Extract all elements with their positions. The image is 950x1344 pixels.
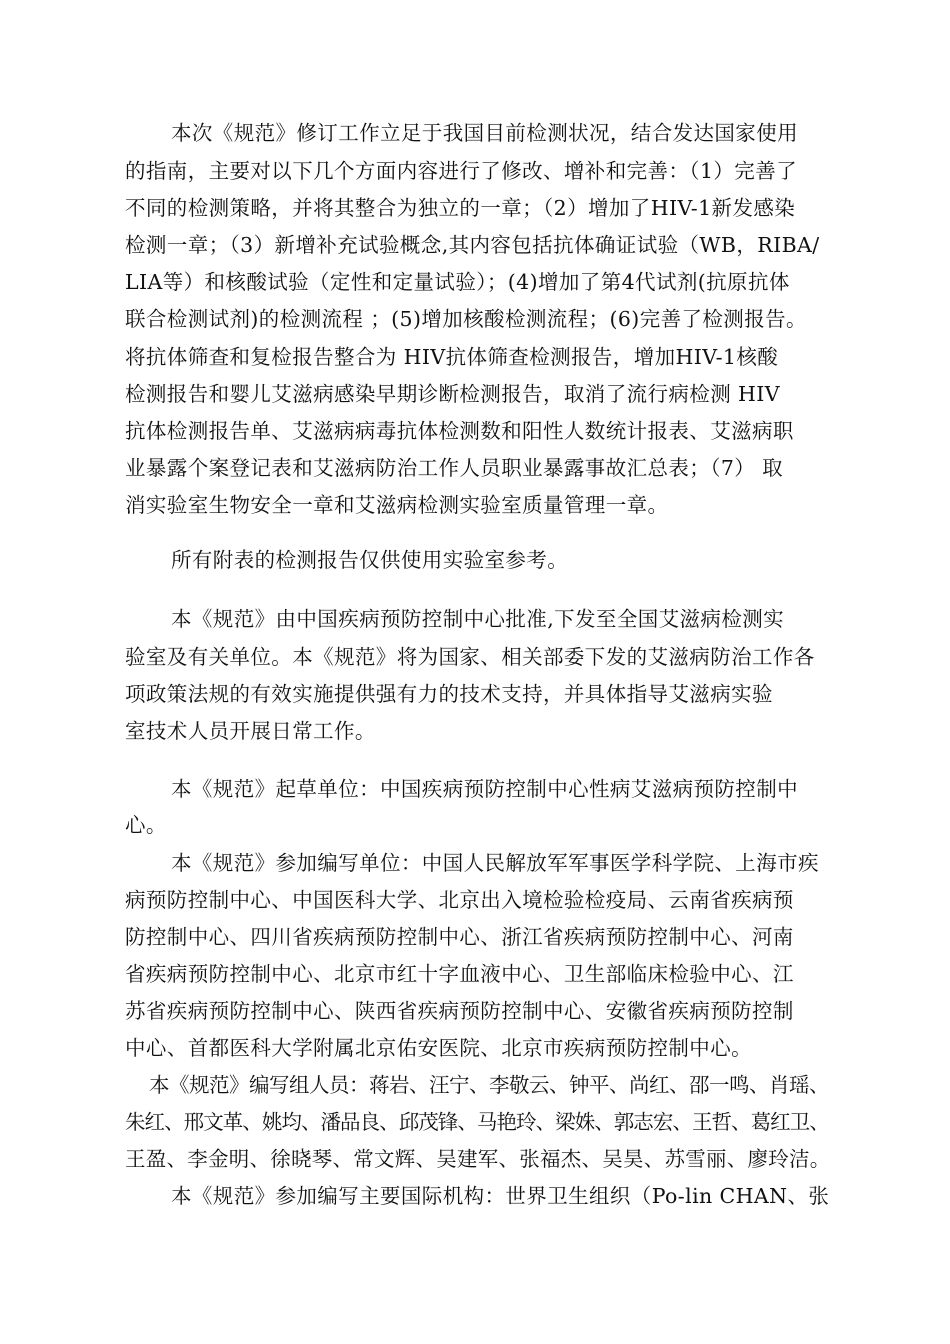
text-line: 省疾病预防控制中心、北京市红十字血液中心、卫生部临床检验中心、江 — [125, 962, 794, 986]
text-line: 防控制中心、四川省疾病预防控制中心、浙江省疾病预防控制中心、河南 — [125, 925, 794, 949]
text-line: 所有附表的检测报告仅供使用实验室参考。 — [171, 548, 569, 572]
text-line: 验室及有关单位。本《规范》将为国家、相关部委下发的艾滋病防治工作各 — [125, 645, 815, 669]
text-line: 检测报告和婴儿艾滋病感染早期诊断检测报告，取消了流行病检测 HIV — [125, 382, 780, 406]
text-line: 本《规范》参加编写主要国际机构：世界卫生组织（Po-lin CHAN、张 — [171, 1184, 830, 1208]
text-line: 朱红、邢文革、姚均、潘品良、邱茂锋、马艳玲、梁姝、郭志宏、王哲、葛红卫、 — [125, 1110, 829, 1134]
text-line: 本《规范》起草单位：中国疾病预防控制中心性病艾滋病预防控制中 — [171, 777, 798, 801]
text-line: 抗体检测报告单、艾滋病病毒抗体检测数和阳性人数统计报表、艾滋病职 — [125, 419, 794, 443]
text-line: 本《规范》参加编写单位：中国人民解放军军事医学科学院、上海市疾 — [171, 851, 819, 875]
text-line: 本次《规范》修订工作立足于我国目前检测状况，结合发达国家使用 — [171, 121, 798, 145]
text-line: 检测一章；（3）新增补充试验概念,其内容包括抗体确证试验（WB，RIBA/ — [125, 233, 820, 257]
text-line: 中心、首都医科大学附属北京佑安医院、北京市疾病预防控制中心。 — [125, 1036, 752, 1060]
text-line: 消实验室生物安全一章和艾滋病检测实验室质量管理一章。 — [125, 493, 669, 517]
text-line: 业暴露个案登记表和艾滋病防治工作人员职业暴露事故汇总表；（7） 取 — [125, 456, 784, 480]
text-line: 苏省疾病预防控制中心、陕西省疾病预防控制中心、安徽省疾病预防控制 — [125, 999, 794, 1023]
text-line: 联合检测试剂)的检测流程 ；(5)增加核酸检测流程；(6)完善了检测报告。 — [125, 307, 807, 331]
text-line: 室技术人员开展日常工作。 — [125, 719, 376, 743]
text-line: 本《规范》由中国疾病预防控制中心批准,下发至全国艾滋病检测实 — [171, 607, 785, 631]
text-line: 心。 — [125, 813, 167, 837]
text-line: 项政策法规的有效实施提供强有力的技术支持，并具体指导艾滋病实验 — [125, 682, 773, 706]
text-line: 病预防控制中心、中国医科大学、北京出入境检验检疫局、云南省疾病预 — [125, 888, 794, 912]
text-line: 不同的检测策略，并将其整合为独立的一章；（2）增加了HIV-1新发感染 — [125, 196, 796, 220]
text-line: 的指南，主要对以下几个方面内容进行了修改、增补和完善：（1）完善了 — [125, 159, 797, 183]
text-line: 将抗体筛查和复检报告整合为 HIV抗体筛查检测报告，增加HIV-1核酸 — [125, 345, 779, 369]
text-line: 本《规范》编写组人员：蒋岩、汪宁、李敬云、钟平、尚红、邵一鸣、肖瑶、 — [149, 1073, 829, 1097]
text-line: 王盈、李金明、徐晓琴、常文辉、吴建军、张福杰、吴昊、苏雪丽、廖玲洁。 — [125, 1147, 831, 1171]
text-line: LIA等）和核酸试验（定性和定量试验）；(4)增加了第4代试剂(抗原抗体 — [125, 270, 790, 294]
